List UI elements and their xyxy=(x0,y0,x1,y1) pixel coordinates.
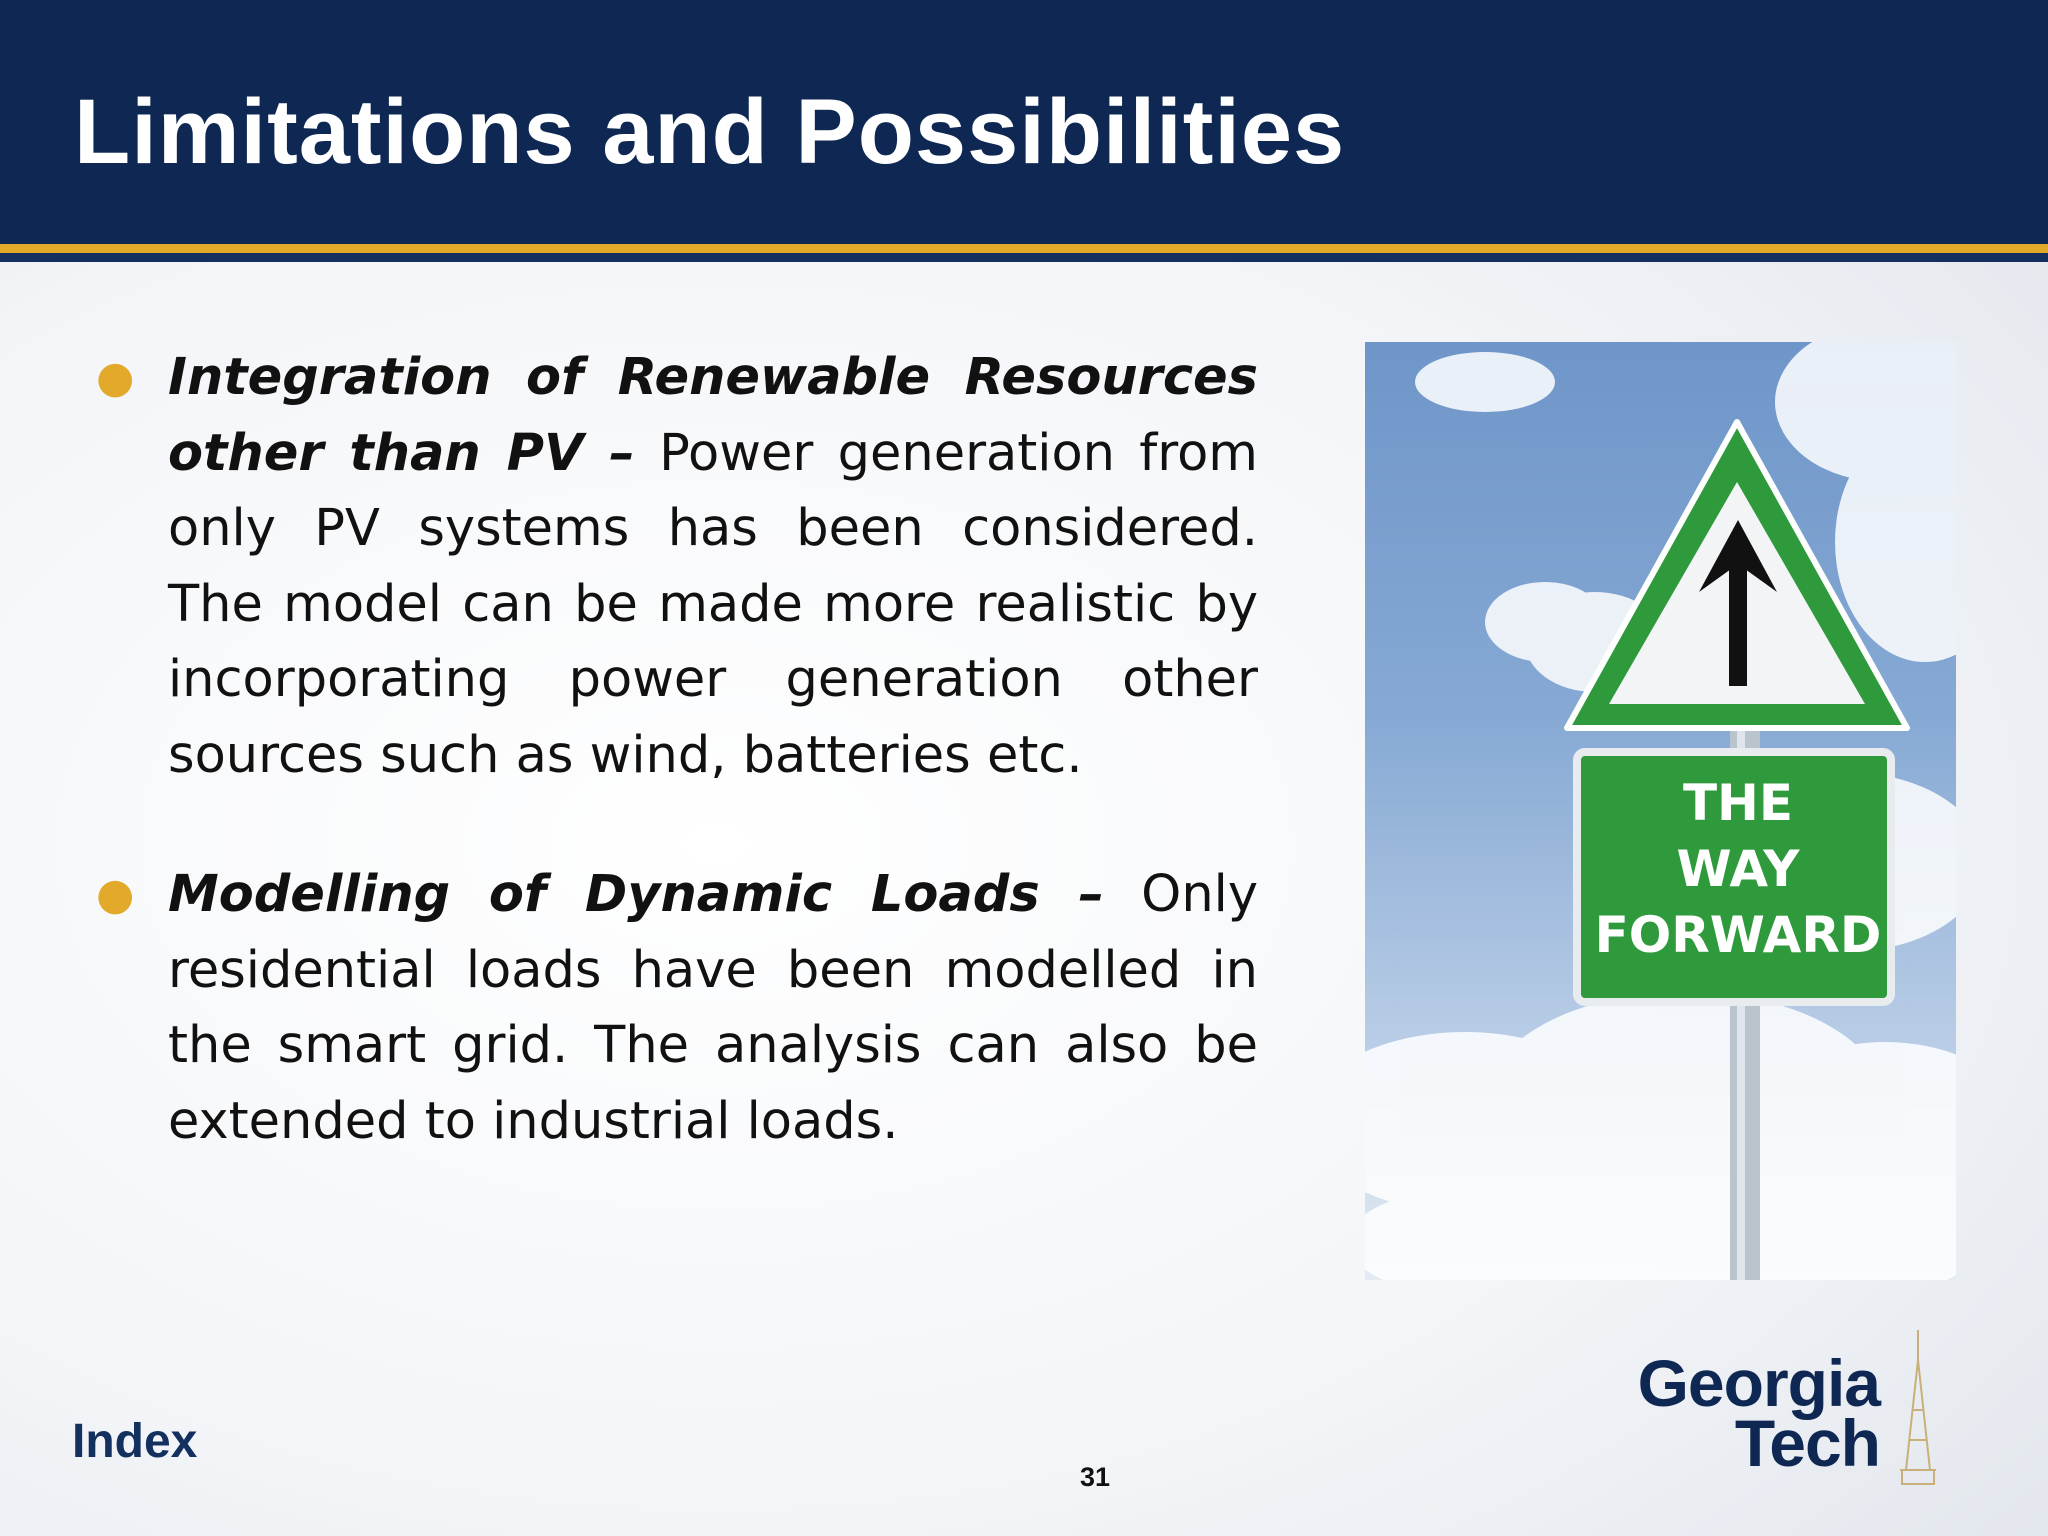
bullet-dot-icon: ● xyxy=(96,352,135,403)
logo-line-tech: Tech xyxy=(1734,1406,1880,1480)
slide-header xyxy=(0,0,2048,244)
bullet-heading: Modelling of Dynamic Loads – xyxy=(168,865,1104,924)
header-gold-stripe xyxy=(0,244,2048,253)
header-navy-stripe xyxy=(0,253,2048,262)
bullet-list xyxy=(96,340,1258,1223)
tower-icon xyxy=(1896,1330,1940,1490)
bullet-body: Power generation from only PV systems has been considered. The model can be made more realistic by incorporating power generation other sources such as wind, batteries etc. xyxy=(168,423,1258,785)
sign-line: WAY xyxy=(1676,840,1800,898)
georgia-tech-logo xyxy=(1630,1346,1960,1490)
page-number: 31 xyxy=(1079,1462,1111,1492)
way-forward-sign-image xyxy=(1365,342,1956,1280)
bullet-dot-icon: ● xyxy=(96,869,135,920)
bullet-body: Only residential loads have been modelled in the smart grid. The analysis can also be extended to industrial loads. xyxy=(168,865,1259,1151)
index-link[interactable]: Index xyxy=(72,1415,198,1468)
bullet-item xyxy=(96,857,1258,1159)
logo-line-georgia: Georgia xyxy=(1637,1346,1880,1420)
sign-line: FORWARD xyxy=(1594,906,1882,964)
bullet-item xyxy=(96,340,1258,793)
sign-line: THE xyxy=(1682,774,1794,832)
sign-text xyxy=(1587,770,1889,968)
bullet-heading: Integration of Renewable Resources other than PV – xyxy=(168,348,1258,483)
slide-title: Limitations and Possibilities xyxy=(74,81,1346,183)
